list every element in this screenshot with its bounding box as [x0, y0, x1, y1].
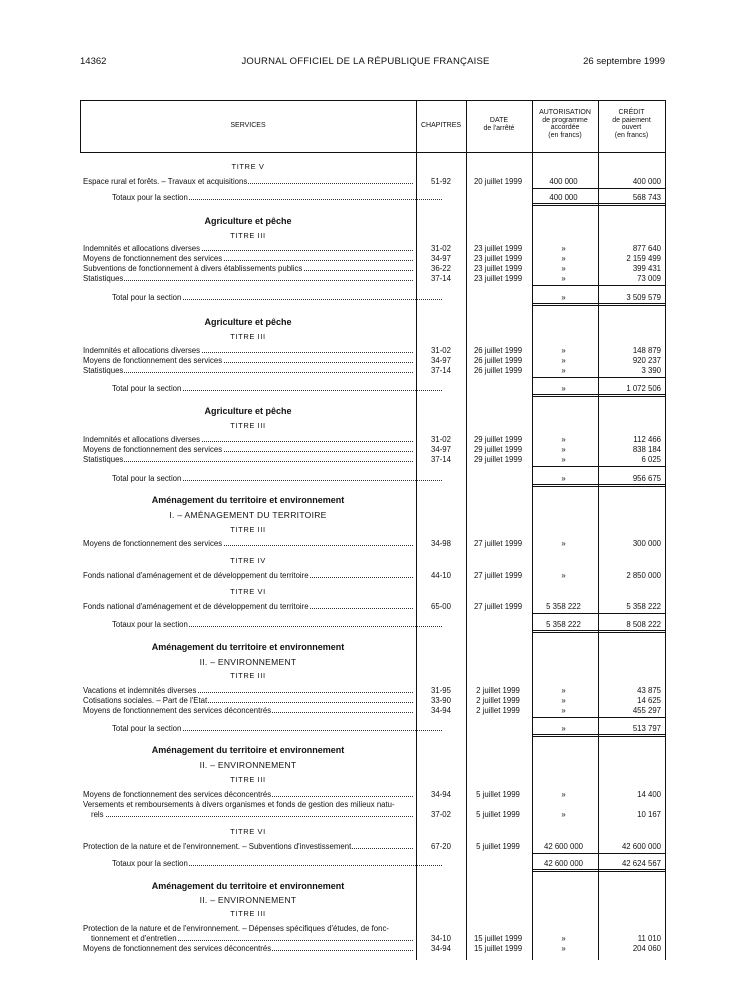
row-credit: 838 184	[632, 445, 661, 454]
total-autorisation: 5 358 222	[546, 620, 581, 629]
subtotal-rule	[532, 188, 666, 189]
row-date: 27 juillet 1999	[473, 602, 523, 611]
row-chapitre: 34-98	[431, 539, 451, 548]
row-label: Vacations et indemnités diverses	[83, 686, 413, 695]
row-credit: 455 297	[632, 706, 661, 715]
total-row	[80, 474, 666, 483]
col-header-auto-l2: de programme	[542, 116, 588, 124]
row-credit: 204 060	[632, 944, 661, 953]
total-row	[80, 193, 666, 202]
titre-heading: TITRE V	[231, 162, 265, 171]
col-header-date-l1: DATE	[489, 117, 509, 124]
table-row	[80, 686, 666, 695]
row-chapitre: 67-20	[431, 842, 451, 851]
table-row	[80, 366, 666, 375]
row-autorisation: »	[561, 571, 566, 580]
section-heading: Aménagement du territoire et environnement	[151, 495, 345, 505]
total-credit: 568 743	[632, 193, 661, 202]
titre-heading: TITRE III	[230, 909, 266, 918]
subtotal-rule	[532, 613, 666, 614]
total-row	[80, 724, 666, 733]
section-heading: Aménagement du territoire et environnement	[151, 642, 345, 652]
row-date: 5 juillet 1999	[476, 842, 520, 851]
total-rule-double	[532, 396, 666, 397]
col-header-services: SERVICES	[230, 122, 266, 129]
total-credit: 1 072 506	[626, 384, 661, 393]
header-bottom-border	[80, 152, 666, 153]
row-credit: 148 879	[632, 346, 661, 355]
row-date: 2 juillet 1999	[476, 686, 520, 695]
total-label: Total pour la section	[112, 293, 442, 302]
row-label-line1: Versements et remboursements à divers organismes et fonds de gestion des milieux natu-	[83, 800, 395, 809]
row-chapitre: 31-02	[431, 244, 451, 253]
col-header-credit-l4: (en francs)	[614, 131, 649, 139]
row-credit: 2 850 000	[626, 571, 661, 580]
col-header-date	[466, 117, 532, 132]
titre-heading: TITRE VI	[230, 587, 266, 596]
total-rule-double	[532, 486, 666, 487]
row-date: 29 juillet 1999	[473, 435, 523, 444]
section-heading: Agriculture et pêche	[204, 216, 292, 226]
issue-date: 26 septembre 1999	[583, 56, 665, 67]
total-row	[80, 384, 666, 393]
subtotal-rule	[532, 285, 666, 286]
row-date: 2 juillet 1999	[476, 706, 520, 715]
subtotal-rule	[532, 717, 666, 718]
total-label: Total pour la section	[112, 724, 442, 733]
row-date: 15 juillet 1999	[473, 934, 523, 943]
row-credit: 399 431	[632, 264, 661, 273]
subtotal-rule	[532, 853, 666, 854]
row-credit: 43 875	[637, 686, 661, 695]
titre-heading: TITRE IV	[230, 556, 266, 565]
row-credit: 877 640	[632, 244, 661, 253]
subsection-heading: II. – ENVIRONNEMENT	[199, 760, 297, 770]
row-credit: 14 400	[637, 790, 661, 799]
row-credit: 10 167	[637, 810, 661, 819]
row-autorisation: »	[561, 435, 566, 444]
row-autorisation: »	[561, 810, 566, 819]
row-chapitre: 34-97	[431, 445, 451, 454]
table-row	[80, 934, 666, 943]
col-header-auto-l1: AUTORISATION	[539, 109, 591, 116]
row-date: 20 juillet 1999	[473, 177, 523, 186]
table-row	[80, 356, 666, 365]
row-date: 26 juillet 1999	[473, 346, 523, 355]
total-rule	[532, 869, 666, 870]
row-chapitre: 34-10	[431, 934, 451, 943]
table-row	[80, 346, 666, 355]
total-label: Total pour la section	[112, 474, 442, 483]
subsection-heading: II. – ENVIRONNEMENT	[199, 895, 297, 905]
row-autorisation: »	[561, 686, 566, 695]
total-rule	[532, 734, 666, 735]
col-divider-date	[466, 100, 467, 960]
total-label: Total pour la section	[112, 384, 442, 393]
titre-heading: TITRE III	[230, 775, 266, 784]
row-label: Fonds national d'aménagement et de développement du territoire	[83, 571, 413, 580]
row-autorisation: »	[561, 244, 566, 253]
row-date: 23 juillet 1999	[473, 254, 523, 263]
row-credit: 400 000	[632, 177, 661, 186]
row-chapitre: 37-14	[431, 366, 451, 375]
total-autorisation: 400 000	[549, 193, 578, 202]
table-row	[80, 177, 666, 186]
row-autorisation: »	[561, 696, 566, 705]
total-credit: 956 675	[632, 474, 661, 483]
total-row	[80, 620, 666, 629]
table-row	[80, 944, 666, 953]
section-heading: Agriculture et pêche	[204, 317, 292, 327]
row-credit: 42 600 000	[621, 842, 661, 851]
section-heading: Aménagement du territoire et environnement	[151, 881, 345, 891]
total-rule	[532, 303, 666, 304]
col-header-credit	[598, 109, 665, 139]
row-chapitre: 31-02	[431, 435, 451, 444]
total-autorisation: 42 600 000	[543, 859, 584, 868]
row-date: 23 juillet 1999	[473, 244, 523, 253]
table-row	[80, 254, 666, 263]
row-label: Moyens de fonctionnement des services	[83, 254, 413, 263]
row-chapitre: 31-02	[431, 346, 451, 355]
row-label: Moyens de fonctionnement des services déconcentrés	[83, 706, 413, 715]
row-autorisation: »	[561, 346, 566, 355]
row-autorisation: 400 000	[549, 177, 578, 186]
col-header-credit-l3: ouvert	[621, 124, 642, 131]
total-autorisation: »	[561, 384, 566, 393]
table-row	[80, 274, 666, 283]
titre-heading: TITRE III	[230, 525, 266, 534]
table-row	[80, 571, 666, 580]
table-row	[80, 435, 666, 444]
row-autorisation: »	[561, 944, 566, 953]
row-date: 26 juillet 1999	[473, 356, 523, 365]
row-label: Indemnités et allocations diverses	[83, 435, 413, 444]
row-date: 27 juillet 1999	[473, 539, 523, 548]
row-label: Protection de la nature et de l'environnement. – Subventions d'investissement	[83, 842, 413, 851]
table-row	[80, 790, 666, 799]
col-divider-chapitres	[416, 100, 417, 960]
row-chapitre: 34-94	[431, 944, 451, 953]
row-label: Espace rural et forêts. – Travaux et acquisitions	[83, 177, 413, 186]
row-chapitre: 33-90	[431, 696, 451, 705]
row-autorisation: »	[561, 274, 566, 283]
row-autorisation: »	[561, 706, 566, 715]
table-row	[80, 264, 666, 273]
titre-heading: TITRE III	[230, 231, 266, 240]
row-autorisation: »	[561, 254, 566, 263]
total-label: Totaux pour la section	[112, 193, 442, 202]
row-chapitre: 34-94	[431, 790, 451, 799]
row-credit: 300 000	[632, 539, 661, 548]
row-autorisation: »	[561, 264, 566, 273]
row-chapitre: 65-00	[431, 602, 451, 611]
total-rule	[532, 394, 666, 395]
total-credit: 8 508 222	[626, 620, 661, 629]
col-header-credit-l2: de paiement	[612, 116, 651, 124]
row-chapitre: 37-02	[431, 810, 451, 819]
row-credit: 6 025	[641, 455, 661, 464]
row-label: Moyens de fonctionnement des services déconcentrés	[83, 944, 413, 953]
table-row	[80, 244, 666, 253]
col-header-auto-l3: accordée	[550, 124, 580, 131]
row-chapitre: 44-10	[431, 571, 451, 580]
table-row-wrapped-first-line	[80, 924, 666, 933]
col-header-auto-l4: (en francs)	[548, 131, 582, 139]
subtotal-rule	[532, 466, 666, 467]
row-label: Subventions de fonctionnement à divers établissements publics	[83, 264, 413, 273]
total-row	[80, 859, 666, 868]
row-chapitre: 37-14	[431, 455, 451, 464]
row-autorisation: 42 600 000	[543, 842, 584, 851]
row-credit: 2 159 499	[626, 254, 661, 263]
row-label-line2: tionnement et d'entretien	[91, 934, 413, 943]
titre-heading: TITRE VI	[230, 827, 266, 836]
table-row	[80, 539, 666, 548]
table-row	[80, 810, 666, 819]
col-header-credit-l1: CRÉDIT	[618, 109, 645, 116]
subsection-heading: I. – AMÉNAGEMENT DU TERRITOIRE	[169, 510, 327, 520]
row-autorisation: »	[561, 790, 566, 799]
row-label: Moyens de fonctionnement des services	[83, 445, 413, 454]
row-chapitre: 34-97	[431, 356, 451, 365]
col-header-autorisation	[532, 109, 598, 139]
total-rule	[532, 630, 666, 631]
journal-title: JOURNAL OFFICIEL DE LA RÉPUBLIQUE FRANÇAISE	[241, 56, 490, 67]
subsection-heading: II. – ENVIRONNEMENT	[199, 657, 297, 667]
total-autorisation: »	[561, 474, 566, 483]
row-credit: 3 390	[641, 366, 661, 375]
titre-heading: TITRE III	[230, 421, 266, 430]
page-header	[0, 56, 731, 68]
row-autorisation: »	[561, 934, 566, 943]
table-row	[80, 455, 666, 464]
row-autorisation: 5 358 222	[546, 602, 581, 611]
row-date: 5 juillet 1999	[476, 810, 520, 819]
row-date: 23 juillet 1999	[473, 274, 523, 283]
row-date: 27 juillet 1999	[473, 571, 523, 580]
row-label: Moyens de fonctionnement des services	[83, 356, 413, 365]
table-row-wrapped-first-line	[80, 800, 666, 809]
table-row	[80, 696, 666, 705]
row-date: 15 juillet 1999	[473, 944, 523, 953]
section-heading: Agriculture et pêche	[204, 406, 292, 416]
row-autorisation: »	[561, 455, 566, 464]
titre-heading: TITRE III	[230, 671, 266, 680]
row-label: Cotisations sociales. – Part de l'Etat	[83, 696, 413, 705]
total-autorisation: »	[561, 724, 566, 733]
table-row	[80, 445, 666, 454]
total-label: Totaux pour la section	[112, 620, 442, 629]
row-label: Moyens de fonctionnement des services déconcentrés	[83, 790, 413, 799]
row-autorisation: »	[561, 445, 566, 454]
row-chapitre: 36-22	[431, 264, 451, 273]
row-credit: 14 625	[637, 696, 661, 705]
total-rule-double	[532, 205, 666, 206]
total-rule-double	[532, 632, 666, 633]
col-divider-credit	[598, 100, 599, 960]
row-label: Statistiques	[83, 366, 413, 375]
row-credit: 5 358 222	[626, 602, 661, 611]
row-autorisation: »	[561, 356, 566, 365]
total-credit: 513 797	[632, 724, 661, 733]
row-label-line2: rels	[91, 810, 413, 819]
row-credit: 73 009	[637, 274, 661, 283]
total-rule	[532, 203, 666, 204]
table-row	[80, 706, 666, 715]
credits-table	[80, 100, 666, 960]
row-label: Indemnités et allocations diverses	[83, 244, 413, 253]
page-number: 14362	[80, 56, 107, 67]
col-header-date-l2: de l'arrêté	[483, 124, 515, 132]
total-credit: 42 624 567	[621, 859, 661, 868]
total-rule-double	[532, 736, 666, 737]
table-row	[80, 602, 666, 611]
total-rule	[532, 484, 666, 485]
row-date: 29 juillet 1999	[473, 445, 523, 454]
total-label: Totaux pour la section	[112, 859, 442, 868]
row-credit: 112 466	[633, 435, 661, 444]
row-label: Fonds national d'aménagement et de développement du territoire	[83, 602, 413, 611]
row-chapitre: 31-95	[431, 686, 451, 695]
col-divider-autorisation	[532, 100, 533, 960]
row-label-line1: Protection de la nature et de l'environnement. – Dépenses spécifiques d'études, de fonc-	[83, 924, 389, 933]
titre-heading: TITRE III	[230, 332, 266, 341]
row-label: Statistiques	[83, 455, 413, 464]
row-label: Indemnités et allocations diverses	[83, 346, 413, 355]
table-row	[80, 842, 666, 851]
row-autorisation: »	[561, 366, 566, 375]
total-row	[80, 293, 666, 302]
total-autorisation: »	[561, 293, 566, 302]
row-date: 2 juillet 1999	[476, 696, 520, 705]
row-autorisation: »	[561, 539, 566, 548]
total-rule-double	[532, 871, 666, 872]
row-credit: 11 010	[637, 934, 661, 943]
col-header-chapitres: CHAPITRES	[420, 122, 462, 129]
row-chapitre: 37-14	[431, 274, 451, 283]
row-label: Statistiques	[83, 274, 413, 283]
row-chapitre: 34-97	[431, 254, 451, 263]
row-chapitre: 34-94	[431, 706, 451, 715]
row-date: 29 juillet 1999	[473, 455, 523, 464]
table-right-border	[665, 100, 666, 960]
row-date: 26 juillet 1999	[473, 366, 523, 375]
row-credit: 920 237	[632, 356, 661, 365]
row-date: 23 juillet 1999	[473, 264, 523, 273]
total-rule-double	[532, 305, 666, 306]
subtotal-rule	[532, 377, 666, 378]
table-top-border	[80, 100, 666, 101]
section-heading: Aménagement du territoire et environnement	[151, 745, 345, 755]
total-credit: 3 509 579	[626, 293, 661, 302]
row-chapitre: 51-92	[431, 177, 451, 186]
row-date: 5 juillet 1999	[476, 790, 520, 799]
row-label: Moyens de fonctionnement des services	[83, 539, 413, 548]
